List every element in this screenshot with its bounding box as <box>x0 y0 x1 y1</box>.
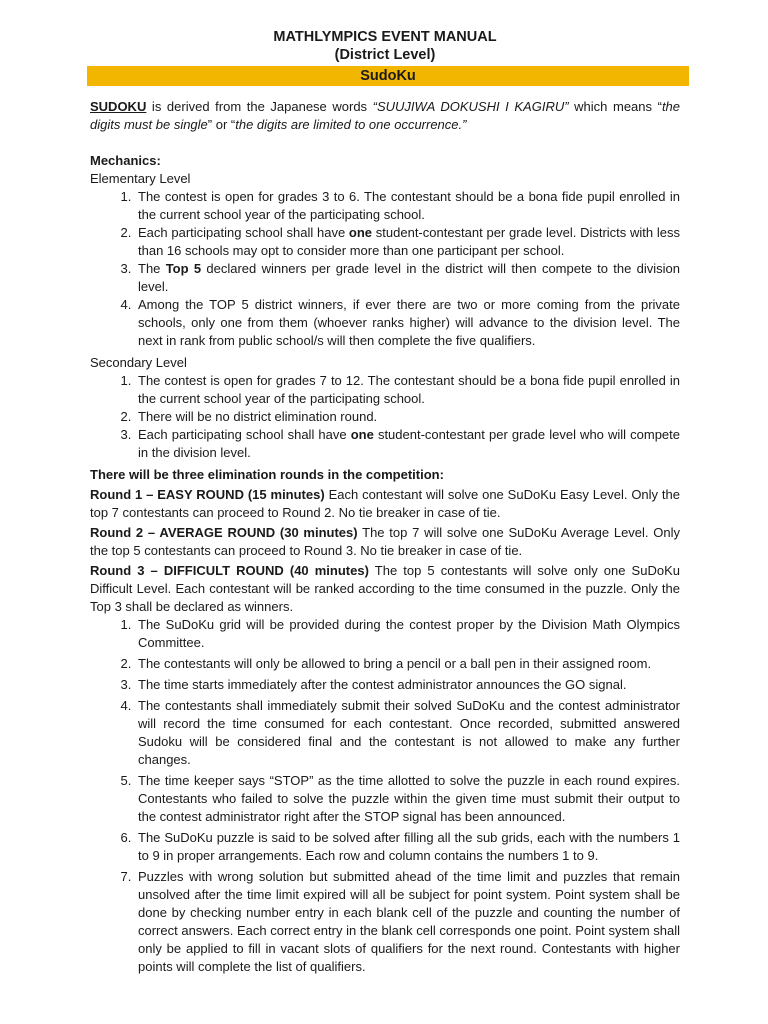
list-item: 3. Each participating school shall have one student-contestant per grade level who will compete in the division level. <box>135 426 680 462</box>
intro-phrase: “SUUJIWA DOKUSHI I KAGIRU” <box>372 99 569 114</box>
mechanics-heading: Mechanics: <box>90 153 161 168</box>
elementary-list <box>90 188 680 350</box>
round-3: Round 3 – DIFFICULT ROUND (40 minutes) The top 5 contestants will solve only one SuDoKu Difficult Level. Each contestant will be ranked according to the time consumed in the puzzle. Only the Top 3 shall be declared as winners. <box>90 563 680 614</box>
document-subtitle: (District Level) <box>334 47 436 63</box>
list-item: 6. The SuDoKu puzzle is said to be solved after filling all the sub grids, each with the numbers 1 to 9 in proper arrangements. Each row and column contains the numbers 1 to 9. <box>135 829 680 865</box>
list-item: 7. Puzzles with wrong solution but submitted ahead of the time limit and puzzles that remain unsolved after the time limit expired will all be subject for point system. Point system shall be done by checking number entry in each blank cell of the puzzle and counting the number of correct answers. Each correct entry in the blank cell corresponds one point. Point system shall only be applied to fill in vacant slots of qualifiers for the next round. Contestants with higher points will complete the list of qualifiers. <box>135 868 680 976</box>
secondary-list <box>90 372 680 462</box>
document-title: MATHLYMPICS EVENT MANUAL <box>273 29 497 45</box>
list-item: 4. The contestants shall immediately submit their solved SuDoKu and the contest administrator will record the time consumed for each contestant. Once recorded, submitted answered Sudoku will be considered final and the contestant is not allowed to make any further changes. <box>135 697 680 769</box>
round-1: Round 1 – EASY ROUND (15 minutes) Each contestant will solve one SuDoKu Easy Level. Only the top 7 contestants can proceed to Round 2. No tie breaker in case of tie. <box>90 487 681 520</box>
event-title-banner: SudoKu <box>87 66 689 86</box>
elementary-level-label: Elementary Level <box>90 171 191 186</box>
list-item: 3. The time starts immediately after the contest administrator announces the GO signal. <box>135 676 680 694</box>
rules-list <box>90 616 680 976</box>
rounds-heading: There will be three elimination rounds in the competition: <box>90 467 444 482</box>
intro-paragraph: SUDOKU is derived from the Japanese words “SUUJIWA DOKUSHI I KAGIRU” which means “the digits must be single” or “the digits are limited to one occurrence.” <box>90 99 681 132</box>
list-item: 1. The contest is open for grades 3 to 6. The contestant should be a bona fide pupil enrolled in the current school year of the participating school. <box>135 188 680 224</box>
list-item: 2. There will be no district elimination round. <box>135 408 680 426</box>
list-item: 2. The contestants will only be allowed to bring a pencil or a ball pen in their assigned room. <box>135 655 680 673</box>
list-item: 1. The SuDoKu grid will be provided during the contest proper by the Division Math Olympics Committee. <box>135 616 680 652</box>
secondary-level-label: Secondary Level <box>90 355 187 370</box>
list-item: 1. The contest is open for grades 7 to 12. The contestant should be a bona fide pupil enrolled in the current school year of the participating school. <box>135 372 680 408</box>
list-item: 5. The time keeper says “STOP” as the time allotted to solve the puzzle in each round expires. Contestants who failed to solve the puzzle within the given time must submit their output to the contest administrator right after the STOP signal has been announced. <box>135 772 680 826</box>
intro-term: SUDOKU <box>90 99 147 114</box>
list-item: 2. Each participating school shall have one student-contestant per grade level. Districts with less than 16 schools may opt to consider more than one participant per school. <box>135 224 680 260</box>
round-2: Round 2 – AVERAGE ROUND (30 minutes) The top 7 will solve one SuDoKu Average Level. Only the top 5 contestants can proceed to Round 3. No tie breaker in case of tie. <box>90 525 681 558</box>
list-item: 3. The Top 5 declared winners per grade level in the district will then compete to the division level. <box>135 260 680 296</box>
list-item: 4. Among the TOP 5 district winners, if ever there are two or more coming from the private schools, only one from them (whoever ranks higher) will advance to the division level. The next in rank from public school/s will then complete the five qualifiers. <box>135 296 680 350</box>
